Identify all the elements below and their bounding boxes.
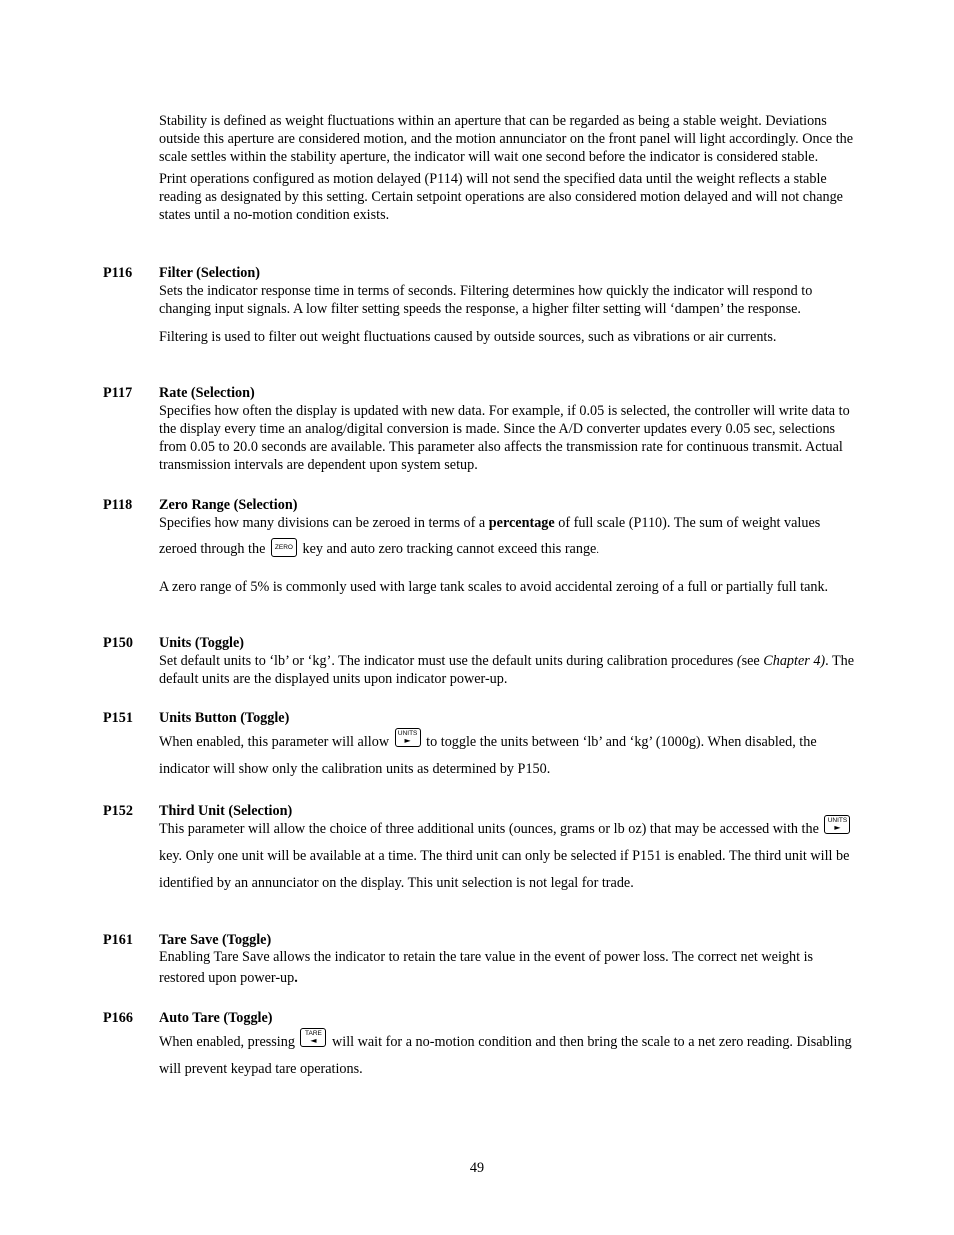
- key-label: UNITS: [827, 817, 848, 824]
- text-run: of full scale (P110). The sum of weight values zeroed through the: [159, 515, 821, 557]
- parameter-title: Rate (Selection): [159, 385, 255, 401]
- text-run: (: [736, 653, 742, 669]
- parameter-title: Tare Save (Toggle): [159, 932, 272, 948]
- text-run: .: [294, 970, 298, 986]
- parameter-description: Specifies how often the display is updated with new data. For example, if 0.05 is selected, the controller will write data to the display every time an analog/digital conversion is made. Since the A/D converter updates every 0.05 sec, selections from 0.05 to 20.0 seconds are available. This parameter also affects the transmission rate for continuous transmit. Actual transmission intervals are dependent upon system setup.: [159, 403, 850, 473]
- parameter-code: P166: [103, 1010, 133, 1026]
- parameter-p161: [103, 931, 859, 989]
- parameter-title: Zero Range (Selection): [159, 497, 298, 513]
- intro-paragraph-2: Print operations configured as motion delayed (P114) will not send the specified data until the weight reflects a stable reading as designated by this setting. Certain setpoint operations are also considered motion delayed and will not change states until a no-motion condition exists.: [159, 171, 843, 223]
- parameter-description: Sets the indicator response time in terms of seconds. Filtering determines how quickly the indicator will respond to changing input signals. A low filter setting speeds the response, a higher filter setting will ‘dampen’ the response.: [159, 283, 813, 317]
- key-label: UNITS: [397, 730, 418, 737]
- parameter-title: Filter (Selection): [159, 265, 260, 281]
- key-label: TARE: [305, 1030, 322, 1037]
- text-run: to toggle the units between ‘lb’ and ‘kg’ (1000g). When disabled, the indicator will show only the calibration units as determined by P150.: [159, 734, 817, 777]
- text-run: see: [741, 653, 764, 669]
- parameter-code: P116: [103, 265, 133, 281]
- parameter-description: [159, 510, 859, 564]
- page-number: 49: [469, 1160, 485, 1176]
- parameter-code: P152: [103, 803, 133, 819]
- parameter-code: P118: [103, 497, 133, 513]
- parameter-p117: [103, 384, 859, 474]
- text-run: . The default units are the displayed units upon indicator power-up.: [159, 653, 855, 687]
- text-run: When enabled, pressing: [159, 1034, 299, 1050]
- tare-key-icon: [300, 1028, 326, 1047]
- text-run: Set default units to ‘lb’ or ‘kg’. The indicator must use the default units during calibration procedures: [159, 653, 737, 669]
- text-run: .: [596, 545, 599, 556]
- parameter-description-2: A zero range of 5% is commonly used with large tank scales to avoid accidental zeroing of a full or partially full tank.: [159, 579, 829, 595]
- parameter-description: [159, 815, 859, 897]
- parameter-p151: [103, 709, 859, 783]
- parameter-description: [159, 947, 859, 989]
- parameter-title: Auto Tare (Toggle): [159, 1010, 273, 1026]
- parameter-code: P151: [103, 710, 133, 726]
- parameter-p150: [103, 634, 859, 688]
- parameter-p116: [103, 264, 859, 346]
- parameter-code: P161: [103, 932, 133, 948]
- parameter-title: Units Button (Toggle): [159, 710, 290, 726]
- zero-key-icon: [271, 538, 297, 557]
- emphasis-percentage: percentage: [488, 515, 555, 531]
- text-run: Enabling Tare Save allows the indicator to retain the tare value in the event of power loss. The correct net weight is restored upon power-up: [159, 949, 814, 986]
- parameter-p152: [103, 802, 859, 897]
- intro-paragraph-1: Stability is defined as weight fluctuations within an aperture that can be regarded as being a stable weight. Deviations outside this aperture are considered motion, and the motion annunciator on the front panel will light accordingly. Once the scale settles within the stability aperture, the indicator will wait one second before the indicator is considered stable.: [159, 113, 854, 165]
- stability-intro: [159, 112, 859, 224]
- parameter-code: P150: [103, 635, 133, 651]
- text-run: Specifies how many divisions can be zeroed in terms of a: [159, 515, 489, 531]
- parameter-title: Units (Toggle): [159, 635, 244, 651]
- parameter-title: Third Unit (Selection): [159, 803, 293, 819]
- text-run: When enabled, this parameter will allow: [159, 734, 393, 750]
- parameter-p118: [103, 496, 859, 596]
- units-key-icon: [395, 728, 421, 747]
- text-run: key. Only one unit will be available at a time. The third unit can only be selected if P151 is enabled. The third unit will be identified by an annunciator on the display. This unit selection is not legal for trade.: [159, 848, 850, 891]
- text-run: will wait for a no-motion condition and then bring the scale to a net zero reading. Disabling will prevent keypad tare operations.: [159, 1034, 852, 1077]
- left-arrow-icon: ◄: [310, 1036, 317, 1045]
- units-key-icon: [824, 815, 850, 834]
- parameter-description: [159, 1028, 859, 1083]
- parameter-description: [159, 728, 859, 783]
- parameter-code: P117: [103, 385, 133, 401]
- text-run: This parameter will allow the choice of three additional units (ounces, grams or lb oz) that may be accessed with the: [159, 821, 823, 837]
- right-arrow-icon: ►: [404, 736, 411, 745]
- parameter-description: [159, 652, 859, 688]
- parameter-p166: [103, 1009, 859, 1083]
- key-label: ZERO: [274, 544, 293, 551]
- right-arrow-icon: ►: [834, 823, 841, 832]
- text-run: key and auto zero tracking cannot exceed this range: [298, 541, 597, 557]
- parameter-description-2: Filtering is used to filter out weight fluctuations caused by outside sources, such as vibrations or air currents.: [159, 329, 777, 345]
- chapter-reference: Chapter 4): [763, 653, 826, 669]
